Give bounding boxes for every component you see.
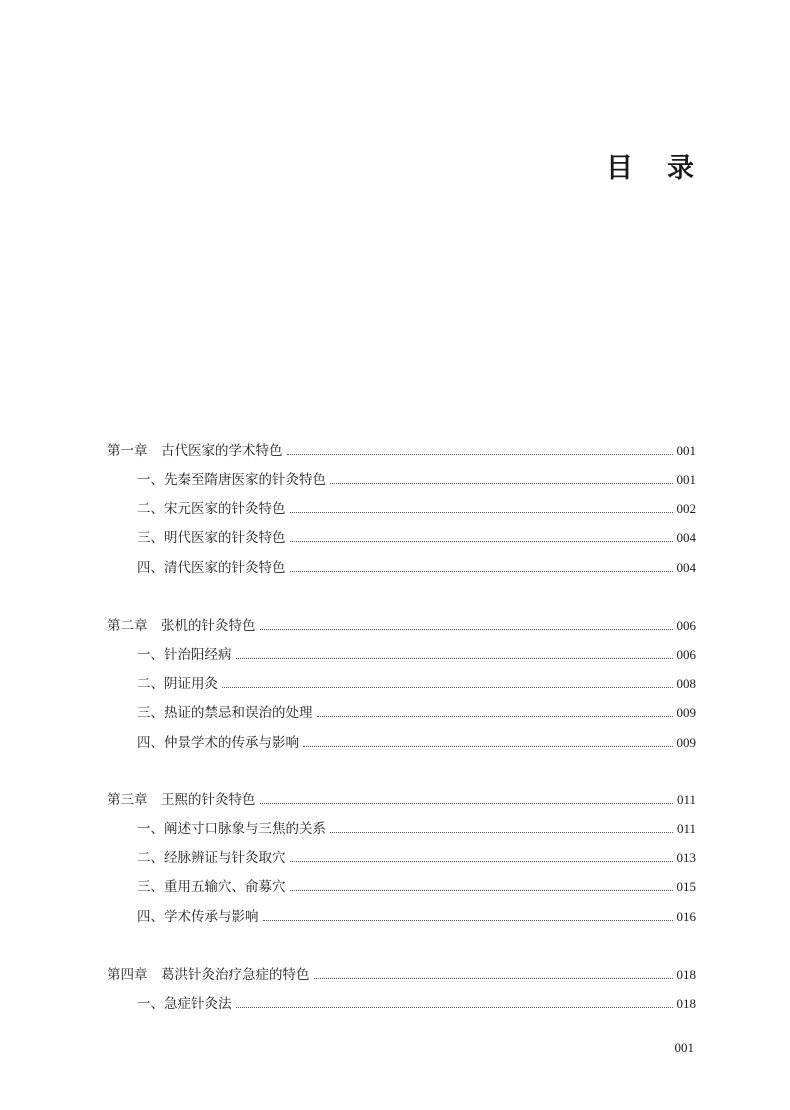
toc-entry-page: 016 xyxy=(676,909,696,924)
toc-entry-page: 018 xyxy=(676,996,696,1011)
dot-leader xyxy=(263,920,673,921)
dot-leader xyxy=(303,746,673,747)
toc-entry-section[interactable] xyxy=(137,877,696,897)
toc-entry-section[interactable] xyxy=(137,674,696,694)
toc-entry-section[interactable] xyxy=(137,528,696,548)
toc-entry-chapter[interactable] xyxy=(107,616,696,636)
dot-leader xyxy=(222,687,673,688)
toc-entry-chapter[interactable] xyxy=(107,441,696,461)
toc-entry-label: 第二章 张机的针灸特色 xyxy=(107,618,256,634)
toc-entry-page: 018 xyxy=(676,967,696,982)
toc-entry-section[interactable] xyxy=(137,994,696,1014)
toc-entry-page: 001 xyxy=(676,443,696,458)
dot-leader xyxy=(330,483,673,484)
dot-leader xyxy=(330,832,673,833)
toc-entry-label: 一、急症针灸法 xyxy=(137,996,232,1012)
toc-entry-page: 004 xyxy=(676,560,696,575)
toc-entry-page: 006 xyxy=(676,618,696,633)
toc-entry-page: 004 xyxy=(676,530,696,545)
toc-entry-page: 011 xyxy=(676,821,696,836)
toc-entry-page: 009 xyxy=(676,705,696,720)
toc-entry-section[interactable] xyxy=(137,499,696,519)
toc-entry-page: 001 xyxy=(676,472,696,487)
toc-entry-section[interactable] xyxy=(137,558,696,578)
toc-entry-label: 三、重用五输穴、俞募穴 xyxy=(137,879,286,895)
dot-leader xyxy=(290,512,673,513)
toc-entry-label: 二、宋元医家的针灸特色 xyxy=(137,501,286,517)
toc-entry-page: 013 xyxy=(676,850,696,865)
toc-entry-label: 二、阴证用灸 xyxy=(137,676,218,692)
dot-leader xyxy=(290,571,673,572)
toc-entry-label: 一、针治阳经病 xyxy=(137,647,232,663)
dot-leader xyxy=(260,803,673,804)
dot-leader xyxy=(314,978,673,979)
toc-entry-section[interactable] xyxy=(137,470,696,490)
toc-entry-label: 一、阐述寸口脉象与三焦的关系 xyxy=(137,821,326,837)
page-number: 001 xyxy=(674,1040,694,1055)
toc-entry-chapter[interactable] xyxy=(107,790,696,810)
toc-entry-page: 008 xyxy=(676,676,696,691)
toc-entry-label: 第三章 王熙的针灸特色 xyxy=(107,792,256,808)
dot-leader xyxy=(260,629,673,630)
toc-entry-label: 三、明代医家的针灸特色 xyxy=(137,530,286,546)
toc-entry-page: 011 xyxy=(676,792,696,807)
toc-entry-label: 二、经脉辨证与针灸取穴 xyxy=(137,850,286,866)
toc-entry-section[interactable] xyxy=(137,907,696,927)
toc-entry-page: 009 xyxy=(676,735,696,750)
page-title-char: 目 xyxy=(606,153,633,184)
toc-entry-section[interactable] xyxy=(137,733,696,753)
toc-entry-label: 第一章 古代医家的学术特色 xyxy=(107,443,283,459)
dot-leader xyxy=(287,454,673,455)
dot-leader xyxy=(290,890,673,891)
toc-entry-label: 四、仲景学术的传承与影响 xyxy=(137,735,299,751)
toc-entry-label: 一、先秦至隋唐医家的针灸特色 xyxy=(137,472,326,488)
dot-leader xyxy=(236,658,673,659)
toc-entry-chapter[interactable] xyxy=(107,965,696,985)
toc-entry-label: 四、学术传承与影响 xyxy=(137,909,259,925)
toc-entry-section[interactable] xyxy=(137,703,696,723)
dot-leader xyxy=(236,1007,673,1008)
toc-entry-section[interactable] xyxy=(137,645,696,665)
dot-leader xyxy=(317,716,673,717)
toc-entry-page: 002 xyxy=(676,501,696,516)
dot-leader xyxy=(290,541,673,542)
dot-leader xyxy=(290,861,673,862)
toc-entry-page: 006 xyxy=(676,647,696,662)
toc-entry-label: 第四章 葛洪针灸治疗急症的特色 xyxy=(107,967,310,983)
toc-entry-label: 四、清代医家的针灸特色 xyxy=(137,560,286,576)
toc-entry-page: 015 xyxy=(676,879,696,894)
page-title xyxy=(606,146,694,185)
toc-entry-section[interactable] xyxy=(137,819,696,839)
toc-entry-label: 三、热证的禁忌和误治的处理 xyxy=(137,705,313,721)
toc-entry-section[interactable] xyxy=(137,848,696,868)
page-title-char: 录 xyxy=(667,153,694,184)
